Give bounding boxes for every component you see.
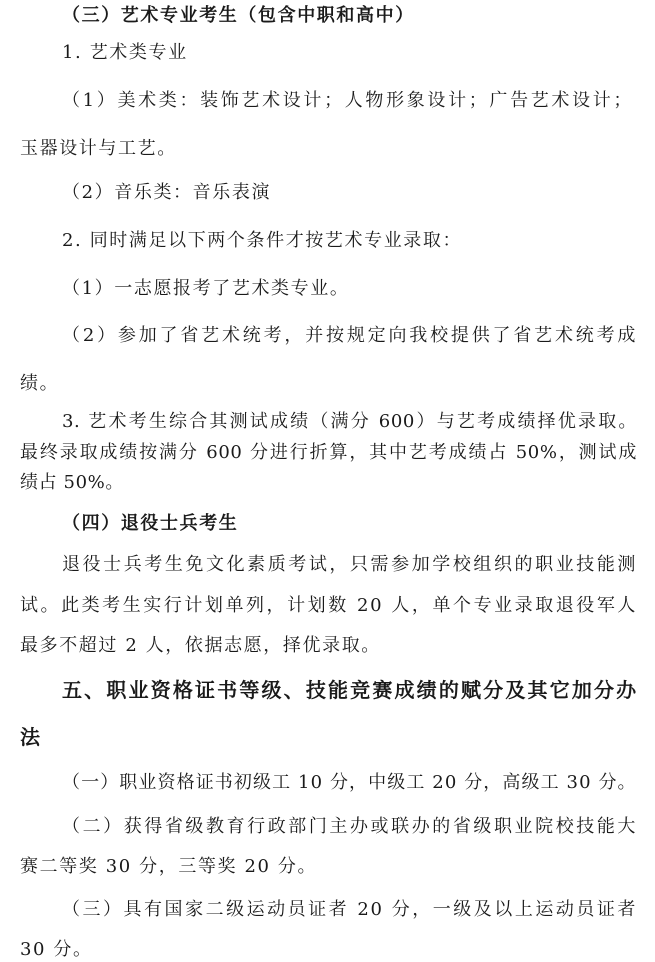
section-3-item-1a-line-1: （1）美术类：装饰艺术设计；人物形象设计；广告艺术设计； [62, 90, 633, 111]
section-3-item-2b-line-2: 绩。 [20, 373, 60, 394]
section-3-item-1: 1. 艺术类专业 [62, 42, 188, 63]
section-4-para-line-2: 试。此类考生实行计划单列，计划数 20 人，单个专业录取退役军人 [20, 595, 637, 616]
section-3-item-3-line-2: 最终录取成绩按满分 600 分进行折算，其中艺考成绩占 50%，测试成 [20, 442, 637, 463]
section-3-item-1b: （2）音乐类：音乐表演 [62, 182, 272, 203]
section-3-item-2b-line-1: （2）参加了省艺术统考，并按规定向我校提供了省艺术统考成 [62, 325, 637, 346]
section-5-item-3-line-2: 30 分。 [20, 939, 93, 960]
section-5-item-3-line-1: （三）具有国家二级运动员证者 20 分，一级及以上运动员证者 [62, 899, 637, 920]
section-3-item-3-line-1: 3. 艺术考生综合其测试成绩（满分 600）与艺考成绩择优录取。 [62, 411, 637, 432]
section-3-item-3-line-3: 绩占 50%。 [20, 472, 124, 493]
section-5-heading-line-1: 五、职业资格证书等级、技能竞赛成绩的赋分及其它加分办 [62, 678, 637, 702]
section-5-item-2-line-1: （二）获得省级教育行政部门主办或联办的省级职业院校技能大 [62, 816, 637, 837]
section-4-heading: （四）退役士兵考生 [62, 513, 239, 534]
section-4-para-line-1: 退役士兵考生免文化素质考试，只需参加学校组织的职业技能测 [62, 554, 637, 575]
section-5-heading-line-2: 法 [20, 725, 41, 749]
section-5-item-2-line-2: 赛二等奖 30 分，三等奖 20 分。 [20, 856, 318, 877]
section-5-item-1: （一）职业资格证书初级工 10 分，中级工 20 分，高级工 30 分。 [62, 772, 637, 793]
section-3-item-2a: （1）一志愿报考了艺术类专业。 [62, 278, 350, 299]
section-3-item-1a-line-2: 玉器设计与工艺。 [20, 138, 177, 159]
section-3-item-2: 2. 同时满足以下两个条件才按艺术专业录取： [62, 230, 463, 251]
section-4-para-line-3: 最多不超过 2 人，依据志愿，择优录取。 [20, 635, 381, 656]
section-3-heading: （三）艺术专业考生（包含中职和高中） [62, 5, 415, 26]
